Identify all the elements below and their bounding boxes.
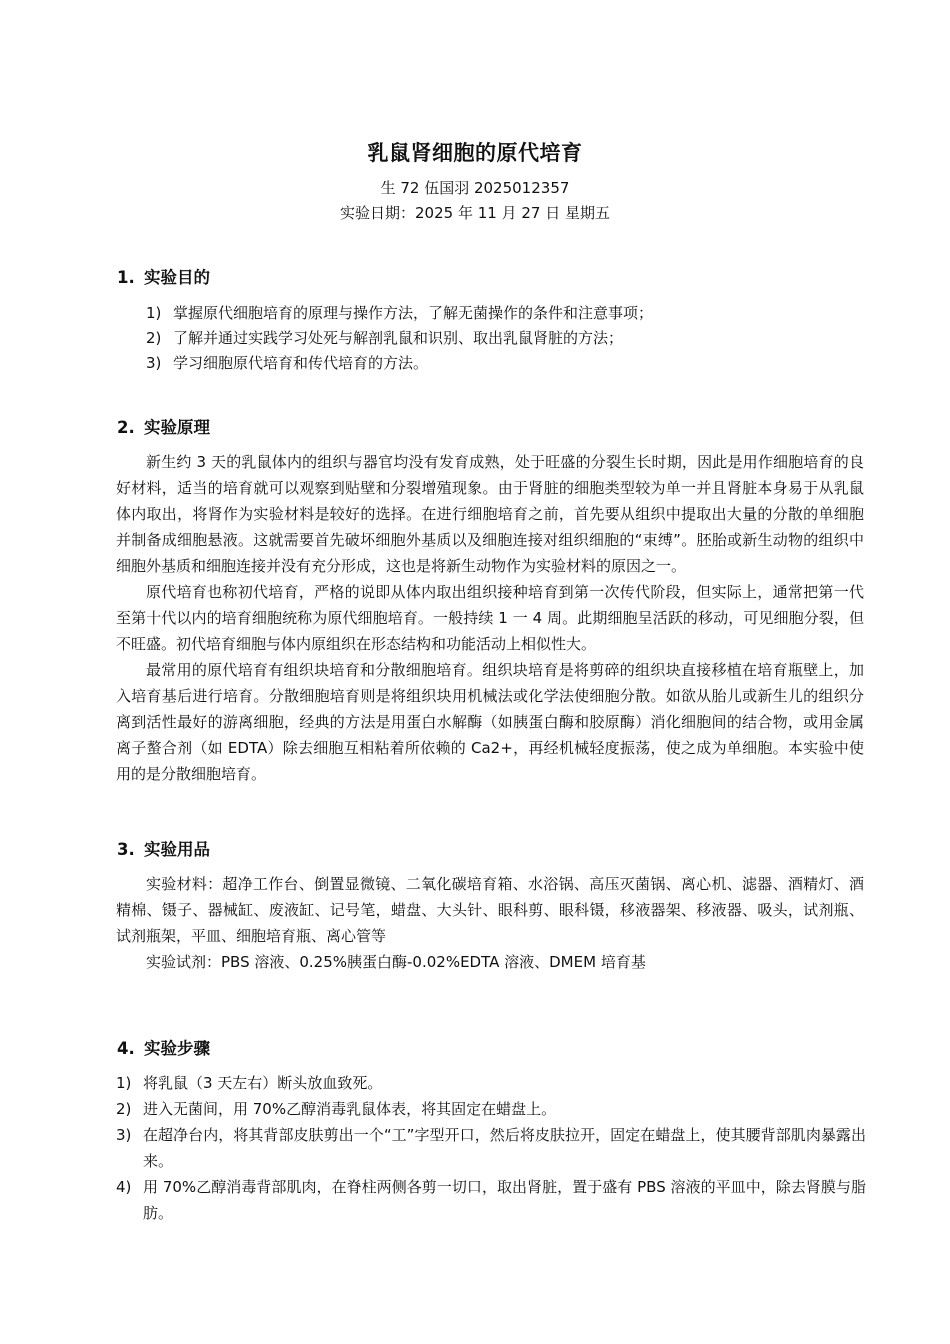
materials-text [116, 871, 864, 975]
paragraph: 最常用的原代培育有组织块培育和分散细胞培育。组织块培育是将剪碎的组织块直接移植在培育瓶壁上，加入培育基后进行培育。分散细胞培育则是将组织块用机械法或化学法使细胞分散。如欲从胎儿或新生儿的组织分离到活性最好的游离细胞，经典的方法是用蛋白水解酶（如胰蛋白酶和胶原酶）消化细胞间的结合物，或用金属离子螯合剂（如 EDTA）除去细胞互相粘着所依赖的 Ca2+，再经机械轻度振荡，使之成为单细胞。本实验中使用的是分散细胞培育。 [116, 661, 864, 783]
list-item-number: 1) [146, 304, 162, 322]
section-title: 实验原理 [144, 418, 210, 437]
step-text: 将乳鼠（3 天左右）断头放血致死。 [143, 1074, 383, 1092]
section-title: 实验步骤 [144, 1039, 210, 1058]
section-3-heading [117, 836, 210, 860]
date-line: 实验日期：2025 年 11 月 27 日 星期五 [340, 204, 610, 222]
step-item [116, 1096, 866, 1122]
paragraph: 新生约 3 天的乳鼠体内的组织与器官均没有发育成熟，处于旺盛的分裂生长时期，因此是用作细胞培育的良好材料，适当的培育就可以观察到贴壁和分裂增殖现象。由于肾脏的细胞类型较为单一并且肾脏本身易于从乳鼠体内取出，将肾作为实验材料是较好的选择。在进行细胞培育之前，首先要从组织中提取出大量的分散的单细胞并制备成细胞悬液。这就需要首先破坏细胞外基质以及细胞连接对组织细胞的“束缚”。胚胎或新生动物的组织中细胞外基质和细胞连接并没有充分形成，这也是将新生动物作为实验材料的原因之一。 [116, 453, 864, 575]
principle-text [116, 449, 864, 787]
step-text: 在超净台内，将其背部皮肤剪出一个“工”字型开口，然后将皮肤拉开，固定在蜡盘上，使其腰背部肌肉暴露出来。 [143, 1126, 866, 1170]
steps-list [116, 1070, 866, 1226]
page-title: 乳鼠肾细胞的原代培育 [367, 141, 583, 165]
step-text: 用 70%乙醇消毒背部肌肉，在脊柱两侧各剪一切口，取出肾脏，置于盛有 PBS 溶液的平皿中，除去肾膜与脂肪。 [143, 1178, 866, 1222]
list-item-text: 学习细胞原代培育和传代培育的方法。 [173, 354, 429, 372]
paragraph: 原代培育也称初代培育，严格的说即从体内取出组织接种培育到第一次传代阶段，但实际上，通常把第一代至第十代以内的培育细胞统称为原代细胞培育。一般持续 1 一 4 周。此期细胞呈活跃的移动，可见细胞分裂，但不旺盛。初代培育细胞与体内原组织在形态结构和功能活动上相似性大。 [116, 583, 864, 653]
list-item [146, 327, 623, 348]
step-item [116, 1174, 866, 1226]
author-line: 生 72 伍国羽 2025012357 [380, 179, 570, 197]
step-item [116, 1122, 866, 1174]
section-number: 2. [117, 418, 135, 437]
section-number: 3. [117, 840, 135, 859]
step-number: 1) [116, 1074, 132, 1092]
step-item [116, 1070, 866, 1096]
section-1-heading [117, 264, 210, 288]
list-item [146, 352, 428, 373]
step-number: 4) [116, 1178, 132, 1196]
section-title: 实验目的 [144, 268, 210, 287]
list-item-number: 3) [146, 354, 162, 372]
section-2-heading [117, 414, 210, 438]
section-title: 实验用品 [144, 840, 210, 859]
step-number: 2) [116, 1100, 132, 1118]
list-item-number: 2) [146, 329, 162, 347]
paragraph: 实验材料：超净工作台、倒置显微镜、二氧化碳培育箱、水浴锅、高压灭菌锅、离心机、滤器、酒精灯、酒精棉、镊子、器械缸、废液缸、记号笔，蜡盘、大头针、眼科剪、眼科镊，移液器架、移液器、吸头，试剂瓶、试剂瓶架，平皿、细胞培育瓶、离心管等 [116, 875, 864, 945]
paragraph: 实验试剂：PBS 溶液、0.25%胰蛋白酶-0.02%EDTA 溶液、DMEM 培育基 [146, 953, 646, 971]
list-item-text: 掌握原代细胞培育的原理与操作方法，了解无菌操作的条件和注意事项； [173, 304, 654, 322]
step-number: 3) [116, 1126, 132, 1144]
section-4-heading [117, 1035, 210, 1059]
section-number: 4. [117, 1039, 135, 1058]
step-text: 进入无菌间，用 70%乙醇消毒乳鼠体表，将其固定在蜡盘上。 [143, 1100, 557, 1118]
list-item-text: 了解并通过实践学习处死与解剖乳鼠和识别、取出乳鼠肾脏的方法； [173, 329, 624, 347]
list-item [146, 302, 653, 323]
section-number: 1. [117, 268, 135, 287]
